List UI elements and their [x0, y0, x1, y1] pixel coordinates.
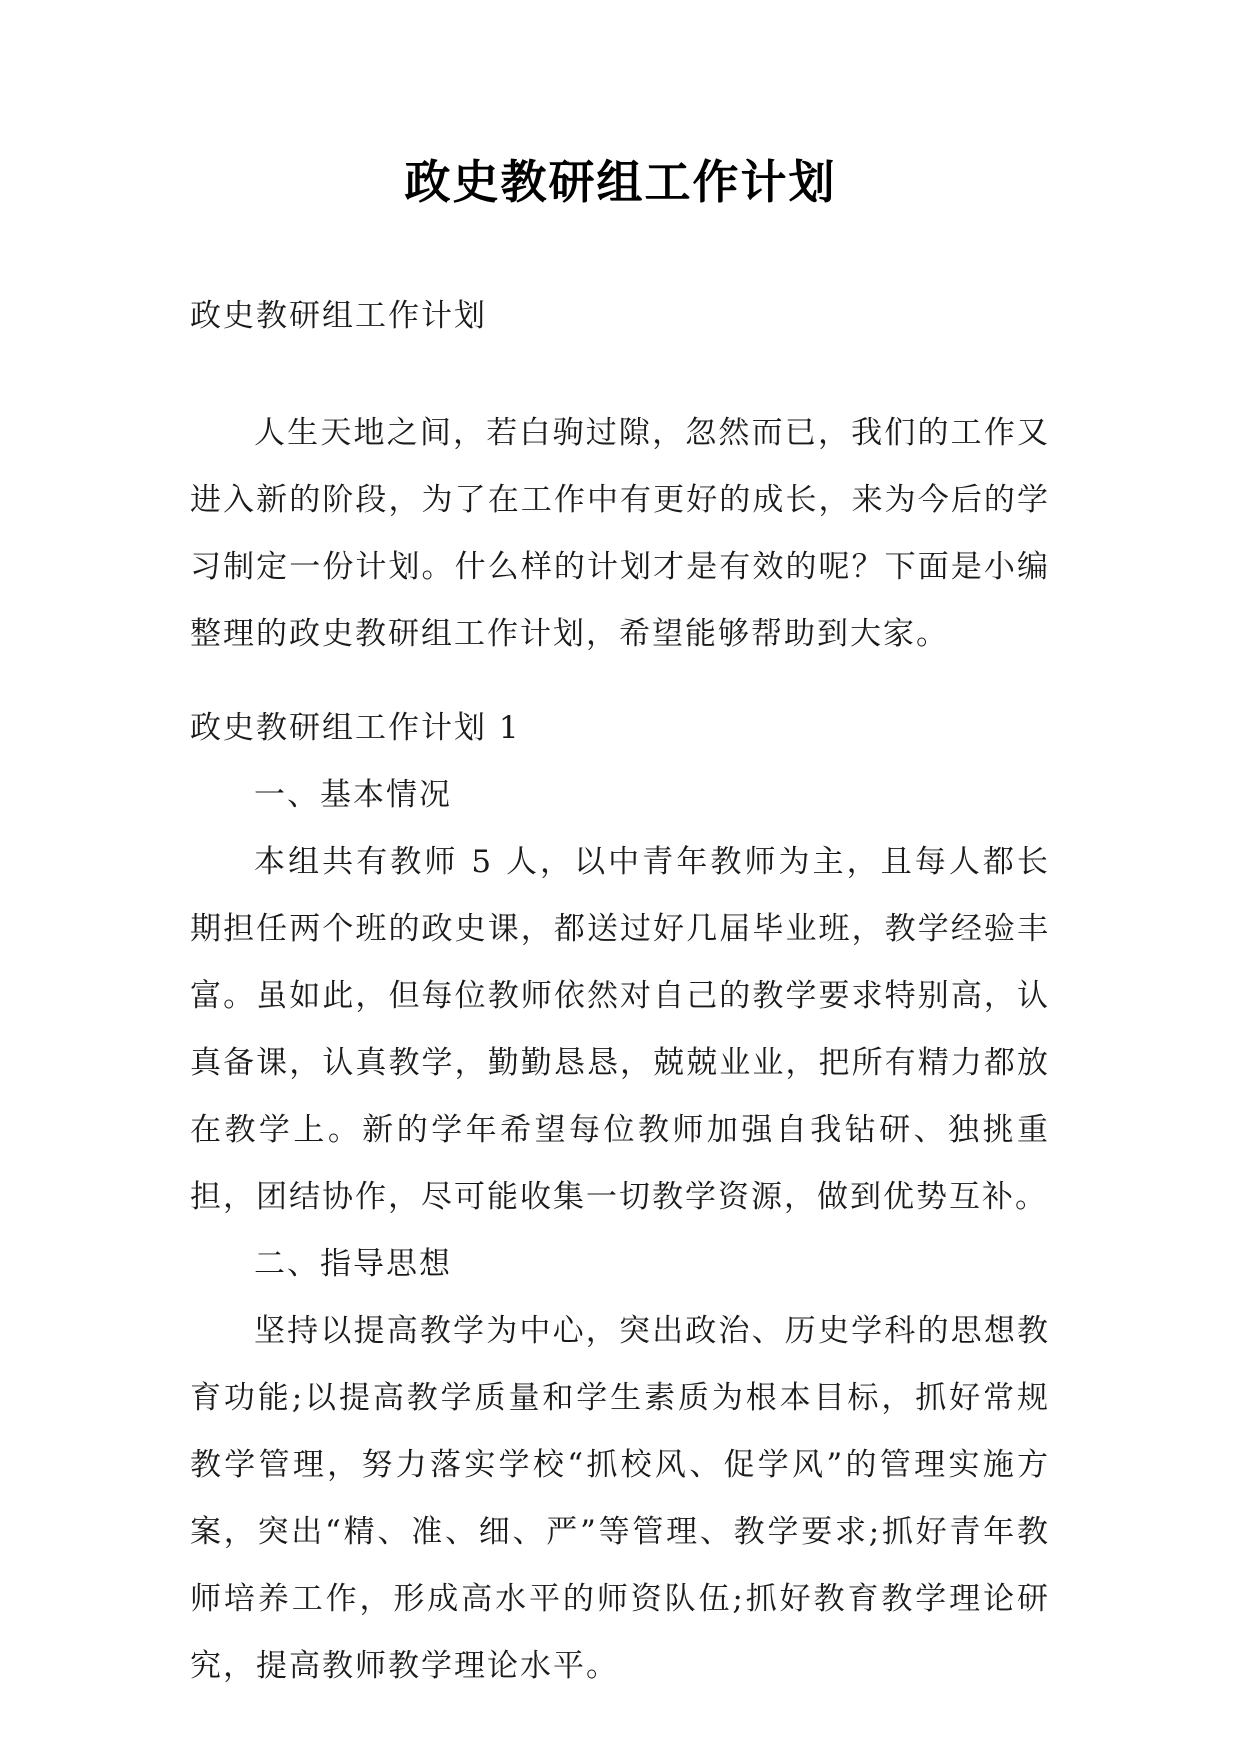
paragraph-guiding-ideology: 坚持以提高教学为中心，突出政治、历史学科的思想教育功能;以提高教学质量和学生素质为根本目标，抓好常规教学管理，努力落实学校“抓校风、促学风”的管理实施方案，突出“精、准、细、严”等管理、教学要求;抓好青年教师培养工作，形成高水平的师资队伍;抓好教育教学理论研究，提高教师教学理论水平。: [190, 1313, 1050, 1684]
section-title: 政史教研组工作计划 1: [190, 710, 521, 746]
plan-section: [190, 695, 1050, 1700]
paragraph-basic-situation: 本组共有教师 5 人，以中青年教师为主，且每人都长期担任两个班的政史课，都送过好几届毕业班，教学经验丰富。虽如此，但每位教师依然对自己的教学要求特别高，认真备课，认真教学，勤勤恳恳，兢兢业业，把所有精力都放在教学上。新的学年希望每位教师加强自我钻研、独挑重担，团结协作，尽可能收集一切教学资源，做到优势互补。: [190, 844, 1050, 1215]
heading-guiding-ideology: 二、指导思想: [254, 1246, 452, 1282]
document-title: 政史教研组工作计划: [404, 155, 837, 209]
heading-basic-situation: 一、基本情况: [254, 777, 452, 813]
intro-paragraph: 人生天地之间，若白驹过隙，忽然而已，我们的工作又进入新的阶段，为了在工作中有更好的成长，来为今后的学习制定一份计划。什么样的计划才是有效的呢？下面是小编整理的政史教研组工作计划，希望能够帮助到大家。: [190, 415, 1050, 652]
document-subtitle: 政史教研组工作计划: [190, 298, 487, 334]
